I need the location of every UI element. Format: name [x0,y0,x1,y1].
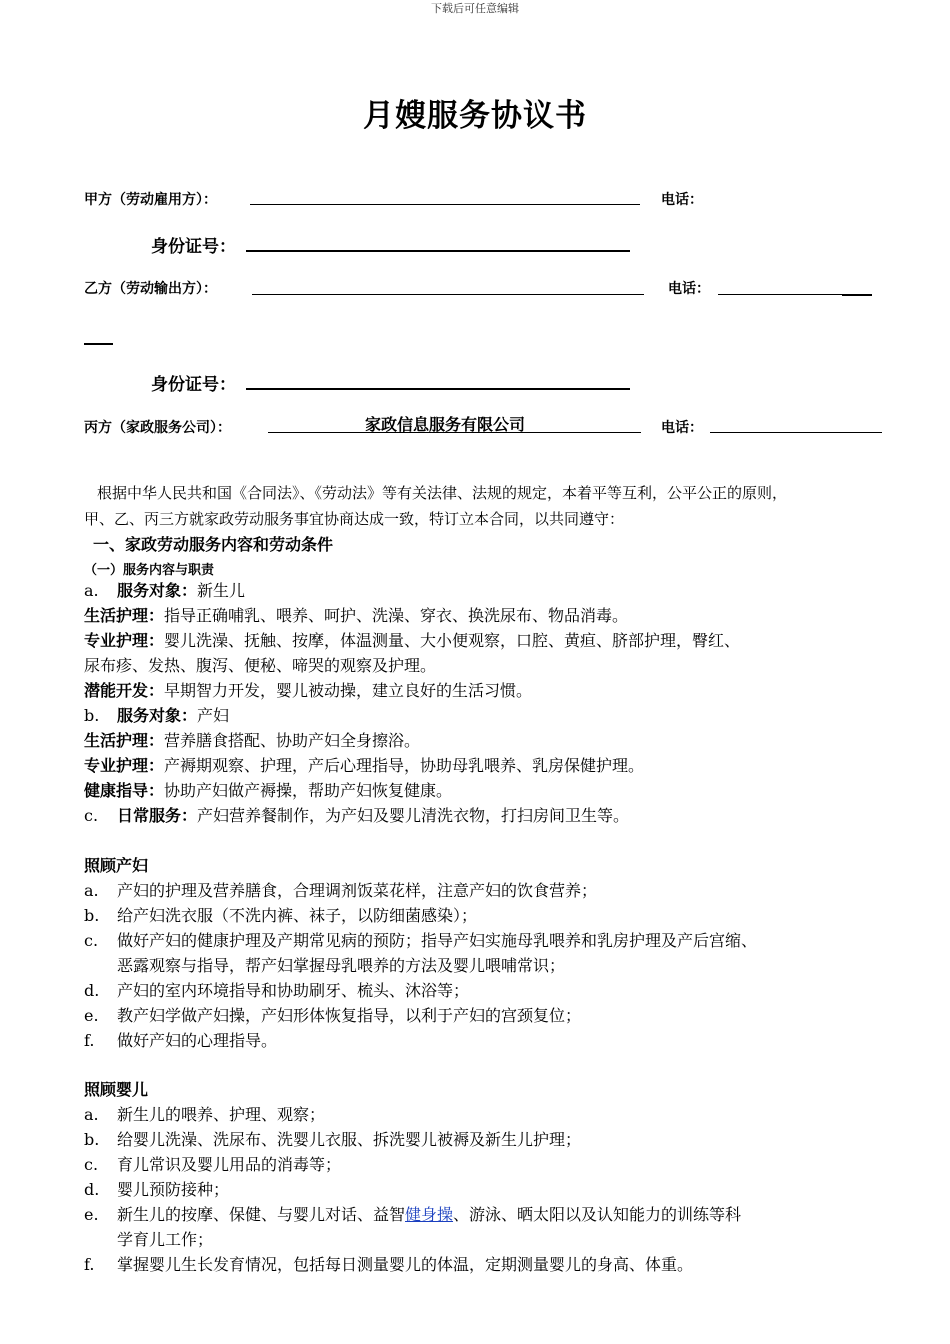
list-item-text: 产妇的室内环境指导和协助刷牙、梳头、沐浴等； [117,981,470,1000]
list-marker: c. [84,806,99,825]
service-label: 服务对象： [117,581,198,600]
party-c-phone-field[interactable] [710,414,882,433]
list-item-text: 给产妇洗衣服（不洗内裤、袜子，以防细菌感染）； [117,906,478,925]
list-marker: a. [84,581,99,600]
list-item [84,1253,884,1277]
service-value: 产妇营养餐制作，为产妇及婴儿清洗衣物，打扫房间卫生等。 [197,806,630,825]
party-b-phone-label: 电话： [668,281,710,297]
service-value: 指导正确哺乳、喂养、呵护、洗澡、穿衣、换洗尿布、物品消毒。 [164,606,629,625]
list-item-text: 掌握婴儿生长发育情况，包括每日测量婴儿的体温，定期测量婴儿的身高、体重。 [117,1255,694,1274]
party-b-label: 乙方（劳动输出方）： [84,281,217,297]
mother-care-heading: 照顾产妇 [84,856,149,875]
list-item [84,1103,884,1127]
service-a-dev [84,679,884,703]
list-item [84,879,884,903]
list-item [84,1004,884,1028]
list-item [84,1178,884,1202]
list-item-text: 给婴儿洗澡、洗尿布、洗婴儿衣服、拆洗婴儿被褥及新生儿护理； [117,1130,582,1149]
service-label: 生活护理： [84,731,165,750]
service-label: 专业护理： [84,631,165,650]
fitness-exercise-link[interactable]: 健身操 [405,1205,454,1224]
list-item-text: 教产妇学做产妇操，产妇形体恢复指导，以利于产妇的宫颈复位； [117,1006,582,1025]
party-b-name-field[interactable] [252,276,644,295]
service-label: 服务对象： [117,706,198,725]
list-marker: c. [84,1155,99,1174]
list-item-text: 育儿常识及婴儿用品的消毒等； [117,1155,342,1174]
service-b-pro-care [84,754,884,778]
list-item [84,1203,884,1227]
list-item-text: 、游泳、晒太阳以及认知能力的训练等科 [453,1205,742,1224]
party-c-label: 丙方（家政服务公司）： [84,420,231,436]
intro-line-1: 根据中华人民共和国《合同法》、《劳动法》等有关法律、法规的规定，本着平等互利，公平公正的原则， [97,484,788,502]
service-a-target [84,579,884,603]
list-marker: b. [84,1130,100,1149]
party-b-id-label: 身份证号： [151,375,236,395]
header-note: 下载后可任意编辑 [431,2,519,15]
party-a-name-field[interactable] [250,186,640,205]
party-b-phone-field-wrap [84,331,113,345]
list-marker: f. [84,1255,95,1274]
list-item [84,1029,884,1053]
list-marker: d. [84,1180,100,1199]
party-a-id-field[interactable] [246,232,630,252]
list-item-continuation: 学育儿工作； [117,1230,214,1249]
party-b-id-field[interactable] [246,370,630,390]
party-b-phone-field-end [842,276,872,296]
list-marker: f. [84,1031,95,1050]
list-item-text: 婴儿预防接种； [117,1180,230,1199]
list-marker: e. [84,1205,99,1224]
list-item-text: 新生儿的喂养、护理、观察； [117,1105,326,1124]
party-c-phone-label: 电话： [661,420,703,436]
service-b-target [84,704,884,728]
list-marker: e. [84,1006,99,1025]
list-marker: a. [84,1105,99,1124]
list-marker: b. [84,906,100,925]
list-item [84,979,884,1003]
service-label: 潜能开发： [84,681,165,700]
list-marker: c. [84,931,99,950]
baby-care-heading: 照顾婴儿 [84,1080,149,1099]
service-label: 专业护理： [84,756,165,775]
service-label: 日常服务： [117,806,198,825]
service-value: 产妇 [197,706,230,725]
service-label: 健康指导： [84,781,165,800]
list-marker: d. [84,981,100,1000]
party-a-phone-label: 电话： [661,192,703,208]
service-value: 早期智力开发，婴儿被动操，建立良好的生活习惯。 [164,681,533,700]
list-item [84,929,884,953]
list-item-text: 新生儿的按摩、保健、与婴儿对话、益智 [117,1205,406,1224]
list-item [84,1153,884,1177]
service-value: 协助产妇做产褥操，帮助产妇恢复健康。 [164,781,453,800]
service-a-life-care [84,604,884,628]
service-value: 营养膳食搭配、协助产妇全身擦浴。 [164,731,421,750]
list-item-text: 做好产妇的心理指导。 [117,1031,278,1050]
party-c-company-name: 家政信息服务有限公司 [365,415,526,434]
service-value: 新生儿 [197,581,246,600]
service-b-life-care [84,729,884,753]
list-marker: b. [84,706,100,725]
intro-line-2: 甲、乙、丙三方就家政劳动服务事宜协商达成一致，特订立本合同，以共同遵守： [84,510,625,528]
service-value: 产褥期观察、护理，产后心理指导，协助母乳喂养、乳房保健护理。 [164,756,645,775]
list-item [84,904,884,928]
list-item-text: 做好产妇的健康护理及产期常见病的预防；指导产妇实施母乳喂养和乳房护理及产后宫缩、 [117,931,758,950]
list-item-text: 恶露观察与指导，帮产妇掌握母乳喂养的方法及婴儿喂哺常识； [117,956,566,975]
party-a-label: 甲方（劳动雇用方）： [84,192,217,208]
page-title: 月嫂服务协议书 [363,98,587,134]
party-a-id-label: 身份证号： [151,237,236,257]
list-item [84,1128,884,1152]
list-item-continuation [84,954,884,978]
party-b-phone-field[interactable] [718,276,842,295]
section-1-title: 一、家政劳动服务内容和劳动条件 [93,535,334,554]
subsection-1-title: （一）服务内容与职责 [84,563,215,578]
service-a-pro-care-cont: 尿布疹、发热、腹泻、便秘、啼哭的观察及护理。 [84,656,437,675]
service-a-pro-care [84,629,884,653]
service-label: 生活护理： [84,606,165,625]
list-item-text: 产妇的护理及营养膳食，合理调剂饭菜花样，注意产妇的饮食营养； [117,881,598,900]
list-marker: a. [84,881,99,900]
service-b-health [84,779,884,803]
service-c-daily [84,804,884,828]
service-value: 婴儿洗澡、抚触、按摩，体温测量、大小便观察，口腔、黄疸、脐部护理，臀红、 [164,631,741,650]
